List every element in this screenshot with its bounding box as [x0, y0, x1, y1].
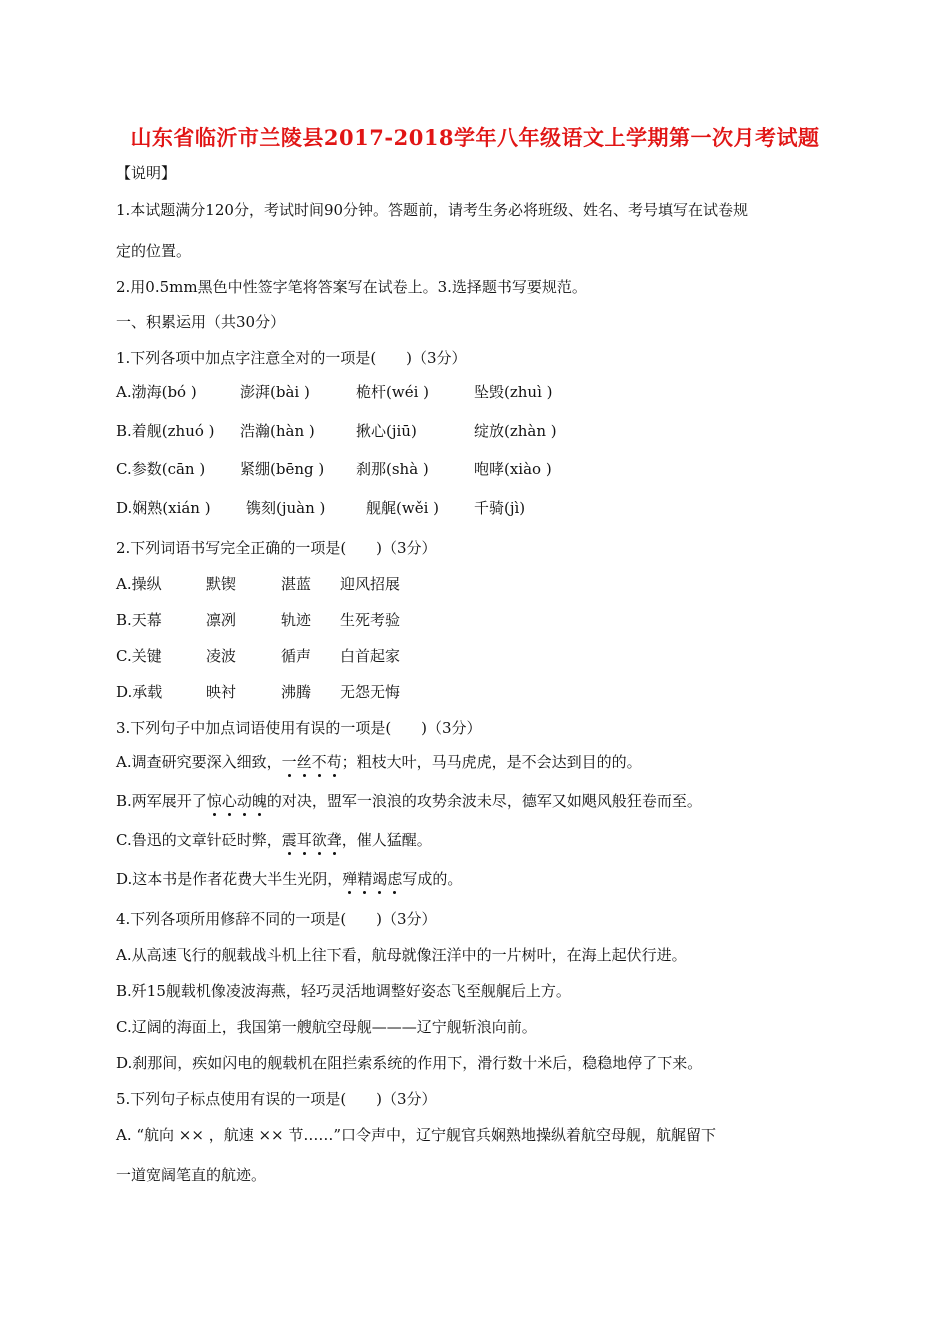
- q1-option-d-1: D.娴熟(xián ): [116, 499, 211, 517]
- notes-label: 【说明】: [116, 164, 177, 182]
- q1-option-a-4: 坠毁(zhuì ): [474, 383, 553, 401]
- q2-option-d-4: 无怨无悔: [340, 683, 401, 701]
- dotted-character: 欲: [311, 831, 327, 849]
- q5-stem: 5.下列句子标点使用有误的一项是( )（3分）: [116, 1090, 437, 1108]
- q2-option-a-2: 默锲: [206, 575, 237, 593]
- q1-stem: 1.下列各项中加点字注意全对的一项是( )（3分）: [116, 349, 467, 367]
- dotted-character: 魄: [251, 792, 267, 810]
- dotted-character: 丝: [296, 753, 312, 771]
- q3-option-b: [116, 791, 702, 811]
- q4-stem: 4.下列各项所用修辞不同的一项是( )（3分）: [116, 910, 437, 928]
- q4-option-b: B.歼15舰载机像凌波海燕，轻巧灵活地调整好姿态飞至舰艉后上方。: [116, 982, 571, 1000]
- q1-option-c-1: C.参数(cān ): [116, 460, 206, 478]
- dotted-character: 不: [311, 753, 327, 771]
- q2-option-c-3: 循声: [281, 647, 312, 665]
- q1-option-a-3: 桅杆(wéi ): [356, 383, 429, 401]
- q3-d-dotted-word: [342, 870, 402, 888]
- q3-a-text-after: ；粗枝大叶，马马虎虎，是不会达到目的的。: [341, 753, 642, 771]
- q2-stem: 2.下列词语书写完全正确的一项是( )（3分）: [116, 539, 437, 557]
- q3-b-text-after: 的对决，盟军一浪浪的攻势余波未尽，德军又如飓风般狂卷而至。: [266, 792, 702, 810]
- dotted-character: 耳: [296, 831, 312, 849]
- q2-option-a-1: A.操纵: [116, 575, 162, 593]
- q4-option-d: D.刹那间，疾如闪电的舰载机在阻拦索系统的作用下，滑行数十米后，稳稳地停了下来。: [116, 1054, 703, 1072]
- q3-d-text-after: 写成的。: [402, 870, 463, 888]
- note-1-line-1: 1.本试题满分120分，考试时间90分钟。答题前，请考生务必将班级、姓名、考号填写在试卷规: [116, 201, 749, 219]
- q3-a-dotted-word: [282, 753, 342, 771]
- q2-option-a-3: 湛蓝: [281, 575, 312, 593]
- q1-option-a-1: A.渤海(bó ): [116, 383, 197, 401]
- dotted-character: 动: [236, 792, 252, 810]
- q2-option-d-3: 沸腾: [281, 683, 312, 701]
- q1-option-b-1: B.着舰(zhuó ): [116, 422, 215, 440]
- dotted-character: 竭: [372, 870, 388, 888]
- section-1-heading: 一、积累运用（共30分）: [116, 313, 286, 331]
- q3-option-c: [116, 830, 432, 850]
- dotted-character: 聋: [326, 831, 342, 849]
- q2-option-c-2: 凌波: [206, 647, 237, 665]
- q2-option-c-4: 白首起家: [340, 647, 401, 665]
- q3-a-text-before: A.调查研究要深入细致，: [116, 753, 282, 771]
- q4-option-a: A.从高速飞行的舰载战斗机上往下看，航母就像汪洋中的一片树叶，在海上起伏行进。: [116, 946, 687, 964]
- q3-c-dotted-word: [282, 831, 342, 849]
- q2-option-c-1: C.关键: [116, 647, 162, 665]
- q3-c-text-after: ，催人猛醒。: [341, 831, 432, 849]
- q1-option-d-4: 千骑(jì): [474, 499, 526, 517]
- q2-option-b-2: 凛冽: [206, 611, 237, 629]
- q1-option-d-3: 舰艉(wěi ): [366, 499, 439, 517]
- q3-stem: 3.下列句子中加点词语使用有误的一项是( )（3分）: [116, 719, 482, 737]
- q1-option-c-4: 咆哮(xiào ): [474, 460, 552, 478]
- q3-option-a: [116, 752, 642, 772]
- q3-option-d: [116, 869, 462, 889]
- q2-option-d-1: D.承载: [116, 683, 163, 701]
- dotted-character: 苟: [326, 753, 342, 771]
- q2-option-b-4: 生死考验: [340, 611, 401, 629]
- q1-option-b-2: 浩瀚(hàn ): [240, 422, 315, 440]
- dotted-character: 震: [281, 831, 297, 849]
- q2-option-b-3: 轨迹: [281, 611, 312, 629]
- dotted-character: 一: [281, 753, 297, 771]
- note-1-line-2: 定的位置。: [116, 242, 192, 260]
- q1-option-a-2: 澎湃(bài ): [240, 383, 310, 401]
- q2-option-d-2: 映衬: [206, 683, 237, 701]
- q5-option-a-line-2: 一道宽阔笔直的航迹。: [116, 1166, 267, 1184]
- q2-option-b-1: B.天幕: [116, 611, 162, 629]
- dotted-character: 心: [221, 792, 237, 810]
- q1-option-c-3: 刹那(shà ): [356, 460, 429, 478]
- dotted-character: 精: [357, 870, 373, 888]
- q4-option-c: C.辽阔的海面上，我国第一艘航空母舰———辽宁舰斩浪向前。: [116, 1018, 537, 1036]
- dotted-character: 惊: [206, 792, 222, 810]
- q5-option-a-line-1: A. “航向 ×× ，航速 ×× 节……”口令声中，辽宁舰官兵娴熟地操纵着航空母舰，航艉留下: [116, 1126, 717, 1144]
- note-2: 2.用0.5mm黑色中性签字笔将答案写在试卷上。3.选择题书写要规范。: [116, 278, 587, 296]
- q3-b-dotted-word: [207, 792, 267, 810]
- exam-title: 山东省临沂市兰陵县2017-2018学年八年级语文上学期第一次月考试题: [130, 125, 820, 150]
- q3-c-text-before: C.鲁迅的文章针砭时弊，: [116, 831, 282, 849]
- q1-option-d-2: 镌刻(juàn ): [246, 499, 326, 517]
- q1-option-c-2: 紧绷(bēng ): [240, 460, 325, 478]
- dotted-character: 殚: [342, 870, 358, 888]
- q3-b-text-before: B.两军展开了: [116, 792, 207, 810]
- q1-option-b-3: 揪心(jiū): [356, 422, 417, 440]
- q1-option-b-4: 绽放(zhàn ): [474, 422, 557, 440]
- q2-option-a-4: 迎风招展: [340, 575, 401, 593]
- q3-d-text-before: D.这本书是作者花费大半生光阴，: [116, 870, 343, 888]
- dotted-character: 虑: [387, 870, 403, 888]
